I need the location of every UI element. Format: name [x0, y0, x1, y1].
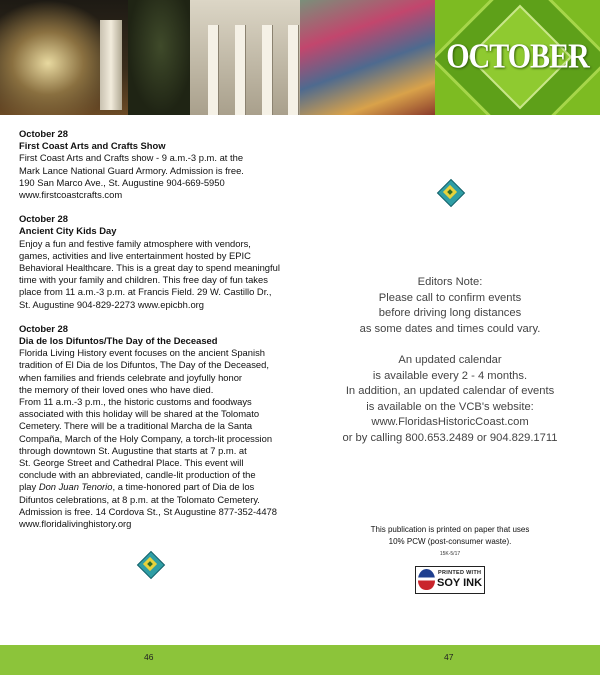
monument: [100, 20, 122, 110]
event-line: First Coast Arts and Crafts show - 9 a.m.-3 p.m. at the: [19, 152, 244, 164]
event-date: October 28: [19, 213, 68, 225]
event-date: October 28: [19, 128, 68, 139]
event-line: Admission is free. 14 Cordova St., St Augustine 877-352-4478: [19, 505, 277, 517]
soybean-icon: [418, 569, 435, 590]
event-line: St. Augustine 904-829-2273 www.epicbh.org: [19, 298, 205, 310]
note-line: is available every 2 - 4 months.: [372, 369, 528, 382]
event-line: the memory of their loved ones who have died.: [19, 383, 214, 395]
soy-ink-logo: [415, 566, 485, 594]
event-line: Behavioral Healthcare. This is a great day to spend meaningful: [19, 262, 280, 274]
event-line: place from 11 a.m.-3 p.m. at Francis Field. 29 W. Castillo Dr.,: [19, 286, 272, 298]
soy-logo-top: PRINTED WITH: [438, 570, 482, 576]
event-line: associated with this holiday will be shared at the Tolomato: [19, 408, 260, 420]
event-line: Florida Living History event focuses on the ancient Spanish: [19, 347, 265, 359]
event-line: conclude with an abbreviated, candle-lit production of the: [19, 469, 256, 481]
festival-crowd: [300, 0, 435, 115]
website-link[interactable]: www.FloridasHistoricCoast.com: [371, 416, 529, 429]
emblem-icon: [137, 551, 163, 577]
play-prefix: play: [19, 481, 39, 493]
event-line: games, activities and live entertainment hosted by EPIC: [19, 249, 251, 261]
event-title: First Coast Arts and Crafts Show: [19, 140, 166, 152]
note-line: Please call to confirm events: [378, 291, 522, 304]
note-line: or by calling 800.653.2489 or 904.829.1711: [342, 431, 558, 444]
event-title: Dia de los Difuntos/The Day of the Deceased: [19, 335, 218, 347]
editors-note: [330, 275, 570, 447]
page-number-left: 46: [144, 652, 154, 662]
event-title: Ancient City Kids Day: [19, 225, 117, 237]
event-line: St. George Street and Cathedral Place. This event will: [19, 457, 244, 469]
soy-logo-brand: SOY INK: [437, 577, 483, 589]
event-line: Cemetery. There will be a traditional Marcha de la Santa: [19, 420, 253, 432]
header-photo: [0, 0, 435, 115]
event-line: 190 San Marco Ave., St. Augustine 904-669-5950: [19, 176, 225, 188]
event-line: time with your family and children. This free day of fun takes: [19, 274, 268, 286]
print-notice-line: 10% PCW (post-consumer waste).: [388, 536, 512, 546]
play-suffix: , a time-honored part of Dia de los: [112, 481, 255, 493]
historic-building: [190, 0, 305, 115]
event-item: [19, 323, 304, 530]
event-line: Compaña, March of the Holy Company, a torch-lit procession: [19, 432, 273, 444]
event-line: Difuntos celebrations, at 8 p.m. at the Tolomato Cemetery.: [19, 493, 260, 505]
trees: [128, 0, 193, 115]
note-line: Editors Note:: [417, 276, 483, 288]
note-line: An updated calendar: [398, 353, 502, 366]
play-title: Don Juan Tenorio: [38, 481, 113, 493]
event-line: when families and friends celebrate and joyfully honor: [19, 371, 243, 383]
event-line: From 11 a.m.-3 p.m., the historic customs and foodways: [19, 396, 252, 408]
event-line: through downtown St. Augustine that starts at 7 p.m. at: [19, 444, 247, 456]
events-column: [19, 128, 304, 542]
event-link[interactable]: www.firstcoastcrafts.com: [19, 189, 123, 201]
print-notice: [350, 524, 550, 547]
event-date: October 28: [19, 322, 68, 334]
print-notice-line: This publication is printed on paper that uses: [370, 525, 530, 534]
month-banner: [435, 0, 600, 115]
emblem-icon: [437, 179, 463, 205]
month-title: OCTOBER: [446, 37, 589, 76]
footer-bar: [0, 645, 600, 675]
note-line: In addition, an updated calendar of events: [345, 385, 555, 398]
event-link[interactable]: www.floridalivinghistory.org: [19, 518, 132, 530]
note-line: as some dates and times could vary.: [359, 322, 541, 335]
note-line: is available on the VCB's website:: [366, 400, 534, 413]
page-number-right: 47: [444, 652, 454, 662]
event-item: [19, 128, 304, 201]
event-item: [19, 213, 304, 311]
print-code: 15K-5/17: [439, 551, 461, 557]
note-line: before driving long distances: [378, 307, 522, 320]
event-line: Enjoy a fun and festive family atmosphere with vendors,: [19, 237, 251, 249]
event-line: [19, 481, 304, 493]
event-line: tradition of El Dia de los Difuntos, The Day of the Deceased,: [19, 359, 269, 371]
event-line: Mark Lance National Guard Armory. Admission is free.: [19, 164, 244, 176]
